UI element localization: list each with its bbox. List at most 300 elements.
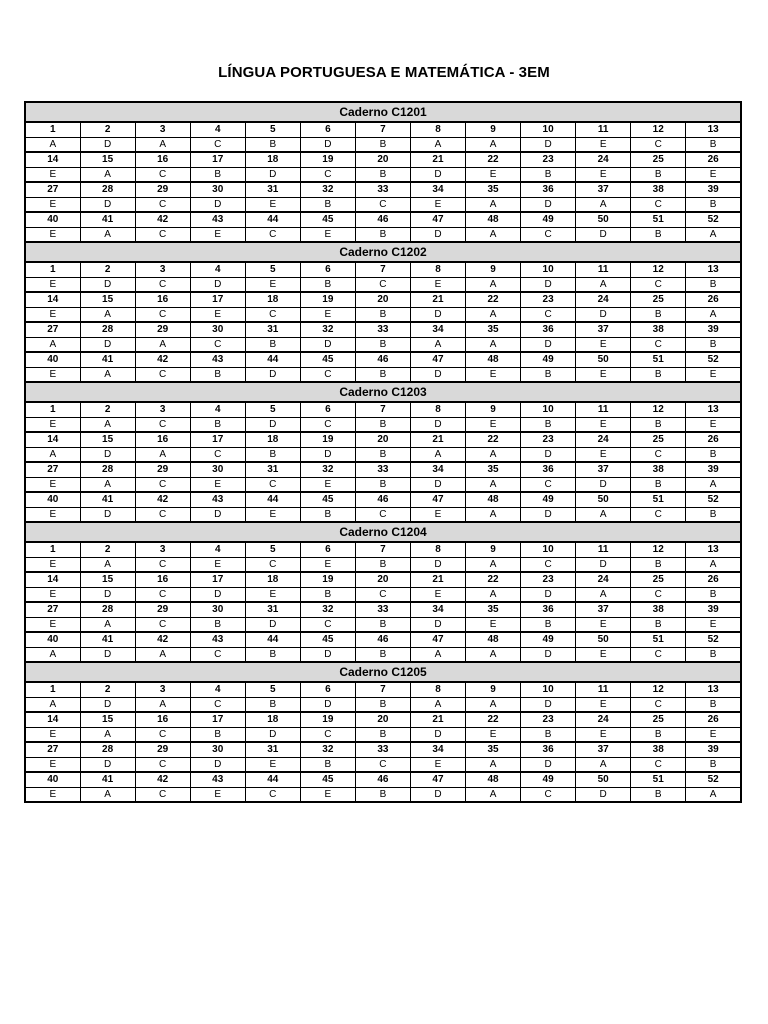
question-number: 12 <box>631 122 686 138</box>
question-number: 16 <box>135 432 190 448</box>
answer-letter: B <box>521 728 576 743</box>
answer-letter: A <box>135 338 190 353</box>
answer-letter: D <box>410 728 465 743</box>
answer-letter: C <box>631 278 686 293</box>
answer-letter: A <box>466 758 521 773</box>
question-number: 34 <box>410 742 465 758</box>
question-number: 31 <box>245 462 300 478</box>
answer-letter: A <box>410 698 465 713</box>
question-number: 47 <box>410 772 465 788</box>
answer-letter: B <box>245 448 300 463</box>
answer-letter: D <box>190 508 245 523</box>
answer-letter: B <box>686 648 741 663</box>
caderno-header-row <box>25 242 741 262</box>
answer-letter: D <box>300 648 355 663</box>
question-number: 32 <box>300 182 355 198</box>
question-number: 15 <box>80 712 135 728</box>
answer-letter: D <box>576 228 631 243</box>
answer-letter: E <box>25 278 80 293</box>
answer-letter: A <box>80 368 135 383</box>
question-number: 7 <box>355 122 410 138</box>
caderno-title: Caderno C1203 <box>25 382 741 402</box>
answer-letter: D <box>80 138 135 153</box>
answer-letter: C <box>631 698 686 713</box>
answer-letter: D <box>521 448 576 463</box>
question-number: 2 <box>80 542 135 558</box>
answer-letter: C <box>245 228 300 243</box>
answer-letter: E <box>686 418 741 433</box>
question-number-row <box>25 772 741 788</box>
question-number: 30 <box>190 742 245 758</box>
question-number: 33 <box>355 322 410 338</box>
question-number: 44 <box>245 492 300 508</box>
answer-letter: E <box>410 588 465 603</box>
answer-letter: E <box>190 788 245 803</box>
question-number: 17 <box>190 712 245 728</box>
answer-letter: D <box>245 418 300 433</box>
question-number: 32 <box>300 462 355 478</box>
question-number: 49 <box>521 212 576 228</box>
question-number: 48 <box>466 212 521 228</box>
answer-letter: C <box>245 308 300 323</box>
question-number: 26 <box>686 152 741 168</box>
answer-letter: C <box>190 138 245 153</box>
answer-letter: A <box>80 308 135 323</box>
question-number: 8 <box>410 542 465 558</box>
answer-letter: E <box>300 228 355 243</box>
question-number: 2 <box>80 402 135 418</box>
question-number: 50 <box>576 632 631 648</box>
question-number: 31 <box>245 182 300 198</box>
answer-letter: D <box>80 448 135 463</box>
question-number: 41 <box>80 772 135 788</box>
answer-letter: C <box>355 508 410 523</box>
answer-row <box>25 758 741 773</box>
answer-letter: E <box>410 198 465 213</box>
answer-letter: B <box>300 758 355 773</box>
question-number: 22 <box>466 712 521 728</box>
question-number: 3 <box>135 122 190 138</box>
caderno-header-row <box>25 102 741 122</box>
caderno-header-row <box>25 522 741 542</box>
question-number: 18 <box>245 432 300 448</box>
answer-letter: E <box>25 168 80 183</box>
answer-letter: C <box>190 448 245 463</box>
answer-letter: E <box>576 168 631 183</box>
question-number: 24 <box>576 292 631 308</box>
question-number: 52 <box>686 632 741 648</box>
answer-letter: D <box>80 278 135 293</box>
answer-row <box>25 368 741 383</box>
question-number: 26 <box>686 292 741 308</box>
question-number: 32 <box>300 742 355 758</box>
answer-letter: C <box>355 278 410 293</box>
question-number: 22 <box>466 572 521 588</box>
answer-letter: C <box>300 168 355 183</box>
answer-letter: D <box>521 198 576 213</box>
answer-letter: A <box>466 588 521 603</box>
question-number: 43 <box>190 352 245 368</box>
answer-letter: B <box>355 168 410 183</box>
answer-letter: E <box>300 308 355 323</box>
question-number: 51 <box>631 212 686 228</box>
answer-row <box>25 228 741 243</box>
answer-letter: B <box>521 168 576 183</box>
question-number-row <box>25 322 741 338</box>
answer-letter: C <box>300 418 355 433</box>
question-number: 34 <box>410 182 465 198</box>
answer-letter: C <box>300 368 355 383</box>
answer-letter: C <box>135 508 190 523</box>
answer-row <box>25 198 741 213</box>
question-number: 16 <box>135 292 190 308</box>
answer-letter: D <box>521 338 576 353</box>
question-number-row <box>25 402 741 418</box>
answer-row <box>25 698 741 713</box>
answer-letter: B <box>245 698 300 713</box>
question-number: 27 <box>25 182 80 198</box>
answer-letter: E <box>300 478 355 493</box>
answer-letter: C <box>190 648 245 663</box>
question-number: 11 <box>576 402 631 418</box>
question-number: 41 <box>80 352 135 368</box>
answer-letter: C <box>631 338 686 353</box>
answer-letter: E <box>576 368 631 383</box>
answer-letter: A <box>576 198 631 213</box>
question-number: 33 <box>355 742 410 758</box>
question-number: 14 <box>25 292 80 308</box>
answer-letter: D <box>521 758 576 773</box>
question-number: 26 <box>686 432 741 448</box>
answer-letter: B <box>686 338 741 353</box>
answer-letter: B <box>686 138 741 153</box>
answer-letter: C <box>135 618 190 633</box>
question-number: 43 <box>190 212 245 228</box>
answer-letter: D <box>80 698 135 713</box>
answer-letter: E <box>25 368 80 383</box>
answer-letter: A <box>25 648 80 663</box>
question-number: 34 <box>410 462 465 478</box>
caderno-header-row <box>25 382 741 402</box>
answer-letter: B <box>631 728 686 743</box>
question-number: 11 <box>576 682 631 698</box>
answer-letter: B <box>521 618 576 633</box>
answer-letter: B <box>190 418 245 433</box>
answer-letter: A <box>80 618 135 633</box>
question-number: 41 <box>80 492 135 508</box>
question-number: 42 <box>135 492 190 508</box>
question-number: 23 <box>521 572 576 588</box>
question-number: 36 <box>521 322 576 338</box>
answer-letter: C <box>245 788 300 803</box>
question-number: 6 <box>300 402 355 418</box>
answer-letter: D <box>576 308 631 323</box>
question-number: 43 <box>190 772 245 788</box>
answer-letter: D <box>576 558 631 573</box>
question-number: 30 <box>190 322 245 338</box>
answer-letter: E <box>25 308 80 323</box>
answer-letter: A <box>466 338 521 353</box>
answer-letter: E <box>576 728 631 743</box>
answer-letter: D <box>190 198 245 213</box>
answer-letter: C <box>521 228 576 243</box>
question-number: 33 <box>355 182 410 198</box>
answer-letter: E <box>25 558 80 573</box>
answer-letter: E <box>25 728 80 743</box>
answer-letter: A <box>80 418 135 433</box>
question-number: 3 <box>135 542 190 558</box>
question-number: 38 <box>631 322 686 338</box>
answer-letter: C <box>521 308 576 323</box>
answer-row <box>25 588 741 603</box>
question-number: 35 <box>466 602 521 618</box>
question-number-row <box>25 432 741 448</box>
answer-letter: E <box>25 478 80 493</box>
question-number: 29 <box>135 462 190 478</box>
question-number: 43 <box>190 492 245 508</box>
answer-letter: C <box>245 558 300 573</box>
answer-letter: E <box>686 618 741 633</box>
answer-letter: D <box>410 168 465 183</box>
caderno-title: Caderno C1204 <box>25 522 741 542</box>
caderno-title: Caderno C1201 <box>25 102 741 122</box>
answer-letter: A <box>466 698 521 713</box>
question-number: 19 <box>300 712 355 728</box>
question-number: 43 <box>190 632 245 648</box>
question-number: 31 <box>245 322 300 338</box>
answer-letter: A <box>466 308 521 323</box>
answer-letter: B <box>686 278 741 293</box>
question-number: 17 <box>190 292 245 308</box>
answer-letter: E <box>576 138 631 153</box>
answer-letter: A <box>25 338 80 353</box>
answer-letter: C <box>135 558 190 573</box>
question-number: 38 <box>631 742 686 758</box>
question-number: 6 <box>300 682 355 698</box>
answer-letter: B <box>355 308 410 323</box>
question-number: 2 <box>80 682 135 698</box>
question-number-row <box>25 602 741 618</box>
question-number: 52 <box>686 772 741 788</box>
question-number: 12 <box>631 542 686 558</box>
answer-letter: C <box>355 588 410 603</box>
answer-letter: D <box>521 588 576 603</box>
question-number: 30 <box>190 602 245 618</box>
question-number: 21 <box>410 572 465 588</box>
question-number: 18 <box>245 292 300 308</box>
answer-letter: B <box>300 588 355 603</box>
question-number-row <box>25 682 741 698</box>
answer-letter: A <box>410 448 465 463</box>
question-number: 10 <box>521 122 576 138</box>
question-number: 32 <box>300 602 355 618</box>
question-number: 10 <box>521 262 576 278</box>
answer-key-table <box>24 101 742 803</box>
answer-letter: B <box>355 788 410 803</box>
answer-letter: B <box>631 228 686 243</box>
question-number: 25 <box>631 712 686 728</box>
question-number: 37 <box>576 182 631 198</box>
answer-letter: E <box>190 478 245 493</box>
question-number: 27 <box>25 742 80 758</box>
question-number: 13 <box>686 122 741 138</box>
question-number-row <box>25 742 741 758</box>
answer-letter: D <box>80 198 135 213</box>
answer-letter: C <box>631 448 686 463</box>
answer-letter: B <box>521 368 576 383</box>
question-number: 47 <box>410 492 465 508</box>
question-number: 31 <box>245 742 300 758</box>
answer-letter: E <box>190 308 245 323</box>
question-number: 22 <box>466 432 521 448</box>
answer-letter: B <box>190 368 245 383</box>
question-number-row <box>25 212 741 228</box>
answer-row <box>25 308 741 323</box>
answer-letter: D <box>300 338 355 353</box>
question-number: 8 <box>410 682 465 698</box>
answer-letter: D <box>245 618 300 633</box>
question-number: 46 <box>355 212 410 228</box>
question-number: 23 <box>521 432 576 448</box>
question-number: 10 <box>521 682 576 698</box>
answer-letter: A <box>80 478 135 493</box>
question-number: 50 <box>576 352 631 368</box>
answer-letter: A <box>466 138 521 153</box>
question-number: 30 <box>190 462 245 478</box>
answer-letter: E <box>25 508 80 523</box>
question-number: 11 <box>576 542 631 558</box>
question-number: 47 <box>410 212 465 228</box>
question-number: 10 <box>521 542 576 558</box>
question-number: 24 <box>576 712 631 728</box>
answer-letter: A <box>80 728 135 743</box>
answer-row <box>25 168 741 183</box>
question-number: 8 <box>410 402 465 418</box>
answer-letter: B <box>686 758 741 773</box>
question-number: 1 <box>25 682 80 698</box>
answer-letter: B <box>245 648 300 663</box>
question-number: 45 <box>300 212 355 228</box>
answer-letter: D <box>410 418 465 433</box>
question-number: 7 <box>355 402 410 418</box>
answer-letter: C <box>300 728 355 743</box>
question-number: 21 <box>410 432 465 448</box>
question-number: 45 <box>300 632 355 648</box>
question-number-row <box>25 292 741 308</box>
question-number: 41 <box>80 212 135 228</box>
question-number: 49 <box>521 772 576 788</box>
answer-letter: D <box>300 138 355 153</box>
question-number: 5 <box>245 402 300 418</box>
question-number: 38 <box>631 462 686 478</box>
answer-letter: E <box>25 758 80 773</box>
answer-letter: A <box>686 308 741 323</box>
question-number: 10 <box>521 402 576 418</box>
answer-letter: B <box>355 558 410 573</box>
question-number: 6 <box>300 122 355 138</box>
question-number: 19 <box>300 152 355 168</box>
answer-letter: B <box>355 728 410 743</box>
question-number: 20 <box>355 572 410 588</box>
question-number: 4 <box>190 402 245 418</box>
answer-letter: E <box>576 418 631 433</box>
question-number: 27 <box>25 322 80 338</box>
answer-letter: C <box>631 588 686 603</box>
question-number: 48 <box>466 352 521 368</box>
answer-letter: A <box>686 478 741 493</box>
answer-letter: E <box>245 758 300 773</box>
answer-letter: D <box>245 728 300 743</box>
question-number: 21 <box>410 712 465 728</box>
question-number: 7 <box>355 682 410 698</box>
answer-letter: E <box>410 508 465 523</box>
question-number: 40 <box>25 772 80 788</box>
answer-letter: A <box>80 558 135 573</box>
answer-letter: A <box>25 138 80 153</box>
answer-letter: B <box>355 418 410 433</box>
answer-letter: E <box>245 198 300 213</box>
answer-letter: A <box>410 648 465 663</box>
question-number: 28 <box>80 602 135 618</box>
question-number: 18 <box>245 572 300 588</box>
answer-letter: A <box>410 138 465 153</box>
answer-letter: D <box>521 138 576 153</box>
question-number: 50 <box>576 212 631 228</box>
question-number-row <box>25 542 741 558</box>
answer-letter: A <box>80 228 135 243</box>
question-number: 2 <box>80 262 135 278</box>
question-number: 40 <box>25 212 80 228</box>
answer-letter: A <box>466 648 521 663</box>
answer-letter: A <box>576 758 631 773</box>
answer-letter: D <box>410 308 465 323</box>
answer-row <box>25 418 741 433</box>
answer-letter: D <box>80 588 135 603</box>
answer-letter: B <box>245 338 300 353</box>
answer-letter: C <box>521 788 576 803</box>
answer-letter: E <box>245 508 300 523</box>
answer-letter: C <box>631 138 686 153</box>
question-number: 36 <box>521 742 576 758</box>
question-number: 39 <box>686 742 741 758</box>
answer-letter: D <box>410 558 465 573</box>
answer-letter: D <box>521 698 576 713</box>
answer-letter: C <box>135 788 190 803</box>
question-number: 46 <box>355 492 410 508</box>
question-number: 12 <box>631 682 686 698</box>
answer-letter: A <box>135 648 190 663</box>
answer-letter: A <box>466 278 521 293</box>
question-number-row <box>25 262 741 278</box>
question-number: 39 <box>686 322 741 338</box>
question-number: 33 <box>355 462 410 478</box>
answer-letter: B <box>190 168 245 183</box>
question-number: 4 <box>190 122 245 138</box>
question-number: 24 <box>576 432 631 448</box>
question-number: 17 <box>190 572 245 588</box>
answer-letter: C <box>245 478 300 493</box>
answer-letter: E <box>300 558 355 573</box>
answer-letter: A <box>686 788 741 803</box>
question-number: 8 <box>410 122 465 138</box>
question-number: 22 <box>466 152 521 168</box>
question-number: 25 <box>631 572 686 588</box>
answer-letter: A <box>466 558 521 573</box>
question-number: 42 <box>135 212 190 228</box>
answer-letter: C <box>521 478 576 493</box>
answer-letter: E <box>410 278 465 293</box>
question-number: 45 <box>300 772 355 788</box>
